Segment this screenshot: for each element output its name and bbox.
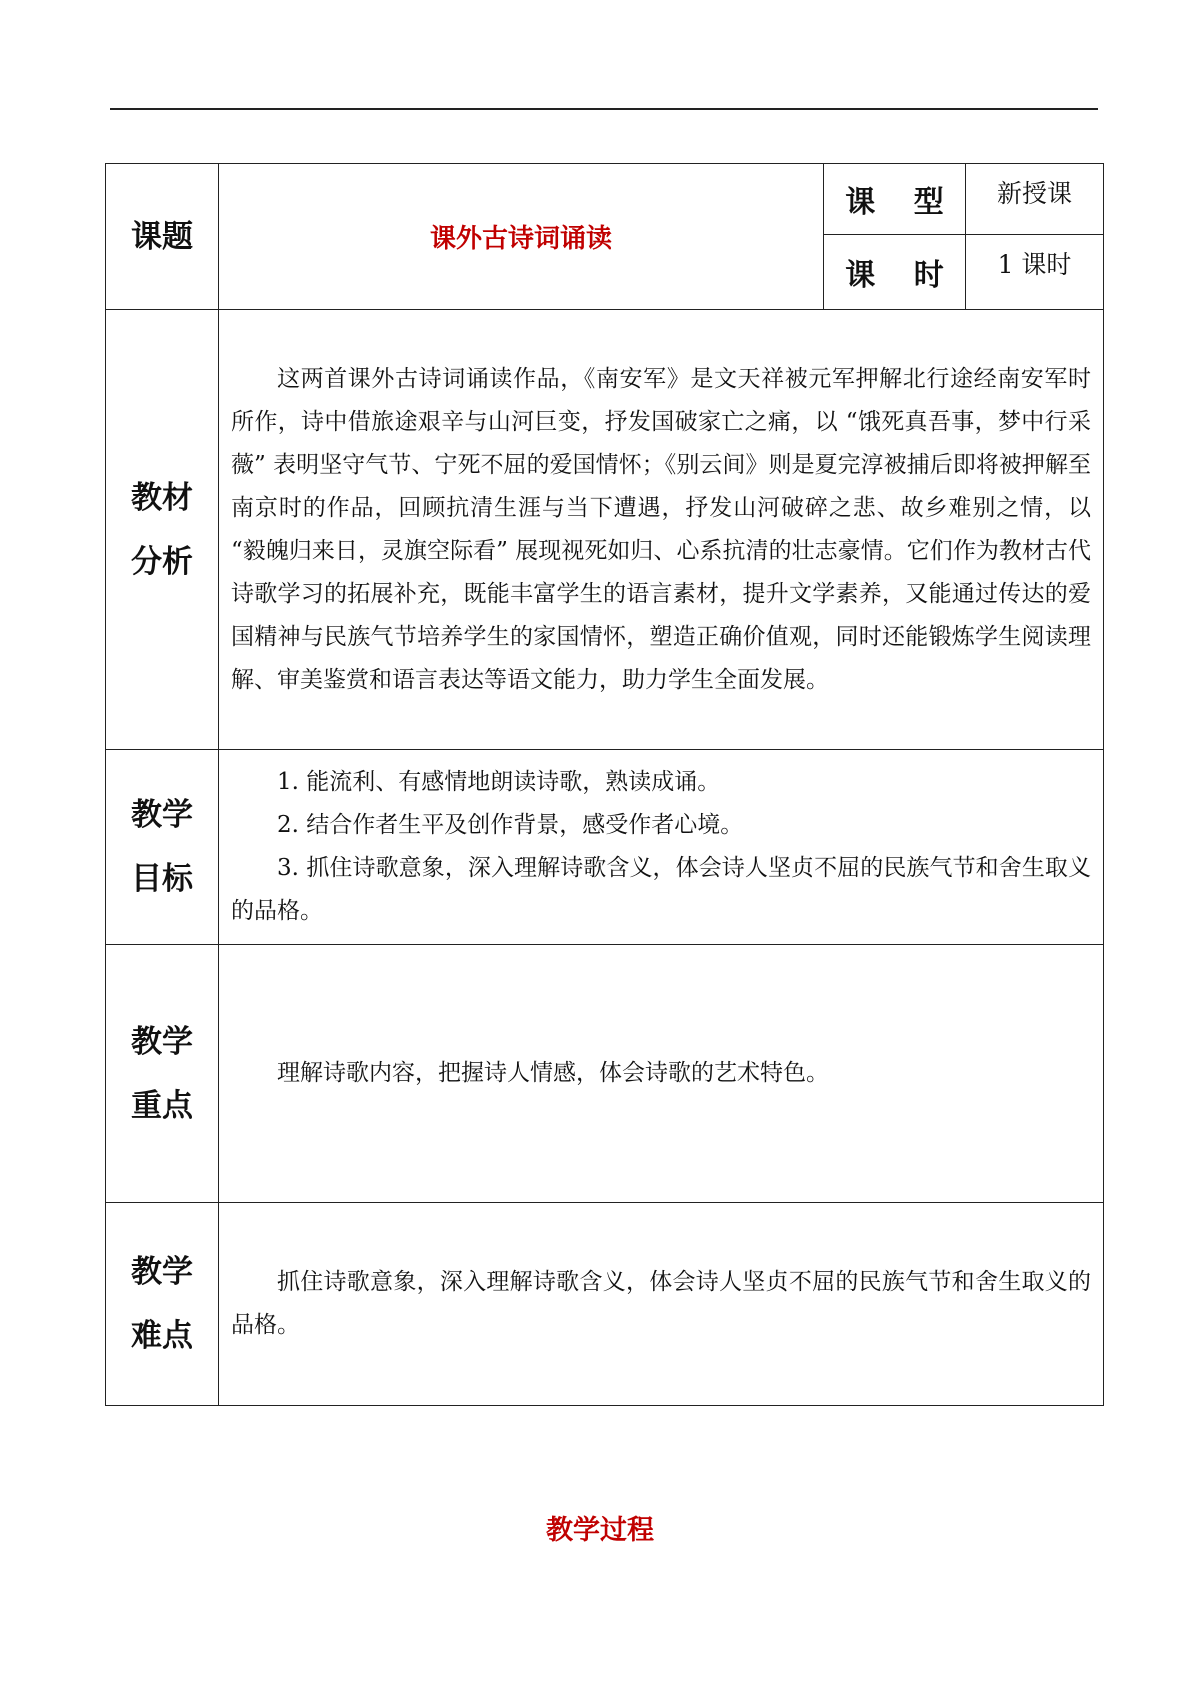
goals-label-line-1: 教学 bbox=[131, 797, 193, 833]
topic-label: 课题 bbox=[106, 164, 219, 310]
key-points-row bbox=[106, 945, 1104, 1203]
type-label: 课 型 bbox=[824, 164, 966, 235]
goals-label bbox=[106, 750, 219, 945]
lesson-plan-table bbox=[105, 163, 1104, 1406]
section-title: 教学过程 bbox=[546, 1515, 654, 1546]
difficulty-content bbox=[219, 1203, 1104, 1406]
analysis-text: 这两首课外古诗词诵读作品，《南安军》是文天祥被元军押解北行途经南安军时所作，诗中借旅途艰辛与山河巨变，抒发国破家亡之痛，以 “饿死真吾事，梦中行采薇” 表明坚守气节、宁死不屈的爱国情怀；《别云间》则是夏完淳被捕后即将被押解至南京时的作品，回顾抗清生涯与当下遭遇，抒发山河破碎之悲、故乡难别之情，以 “毅魄归来日，灵旗空际看” 展现视死如归、心系抗清的壮志豪情。它们作为教材古代诗歌学习的拓展补充，既能丰富学生的语言素材，提升文学素养，又能通过传达的爱国精神与民族气节培养学生的家国情怀，塑造正确价值观，同时还能锻炼学生阅读理解、审美鉴赏和语言表达等语文能力，助力学生全面发展。 bbox=[231, 365, 1091, 693]
difficulty-row bbox=[106, 1203, 1104, 1406]
hours-value: 1 课时 bbox=[966, 235, 1104, 310]
goal-item-3: 3. 抓住诗歌意象，深入理解诗歌含义，体会诗人坚贞不屈的民族气节和舍生取义的品格。 bbox=[231, 855, 1091, 924]
goals-label-line-2: 目标 bbox=[131, 861, 193, 897]
key-points-label-line-2: 重点 bbox=[131, 1087, 193, 1124]
difficulty-label-line-1: 教学 bbox=[131, 1254, 193, 1290]
lesson-title: 课外古诗词诵读 bbox=[219, 164, 824, 310]
difficulty-text: 抓住诗歌意象，深入理解诗歌含义，体会诗人坚贞不屈的民族气节和舍生取义的品格。 bbox=[231, 1269, 1091, 1338]
key-points-text: 理解诗歌内容，把握诗人情感，体会诗歌的艺术特色。 bbox=[277, 1060, 829, 1086]
topic-row bbox=[106, 164, 1104, 235]
analysis-label-line-1: 教材 bbox=[131, 479, 193, 516]
goals-row bbox=[106, 750, 1104, 945]
goals-content bbox=[219, 750, 1104, 945]
analysis-content bbox=[219, 310, 1104, 750]
key-points-label bbox=[106, 945, 219, 1203]
key-points-label-line-1: 教学 bbox=[131, 1023, 193, 1060]
analysis-label-line-2: 分析 bbox=[131, 543, 193, 580]
hours-label: 课 时 bbox=[824, 235, 966, 310]
header-rule bbox=[110, 108, 1098, 110]
goal-item-2: 2. 结合作者生平及创作背景，感受作者心境。 bbox=[277, 812, 744, 838]
difficulty-label bbox=[106, 1203, 219, 1406]
analysis-label bbox=[106, 310, 219, 750]
goal-item-1: 1. 能流利、有感情地朗读诗歌，熟读成诵。 bbox=[277, 769, 721, 795]
key-points-content bbox=[219, 945, 1104, 1203]
analysis-row bbox=[106, 310, 1104, 750]
type-value: 新授课 bbox=[966, 164, 1104, 235]
difficulty-label-line-2: 难点 bbox=[131, 1318, 193, 1354]
